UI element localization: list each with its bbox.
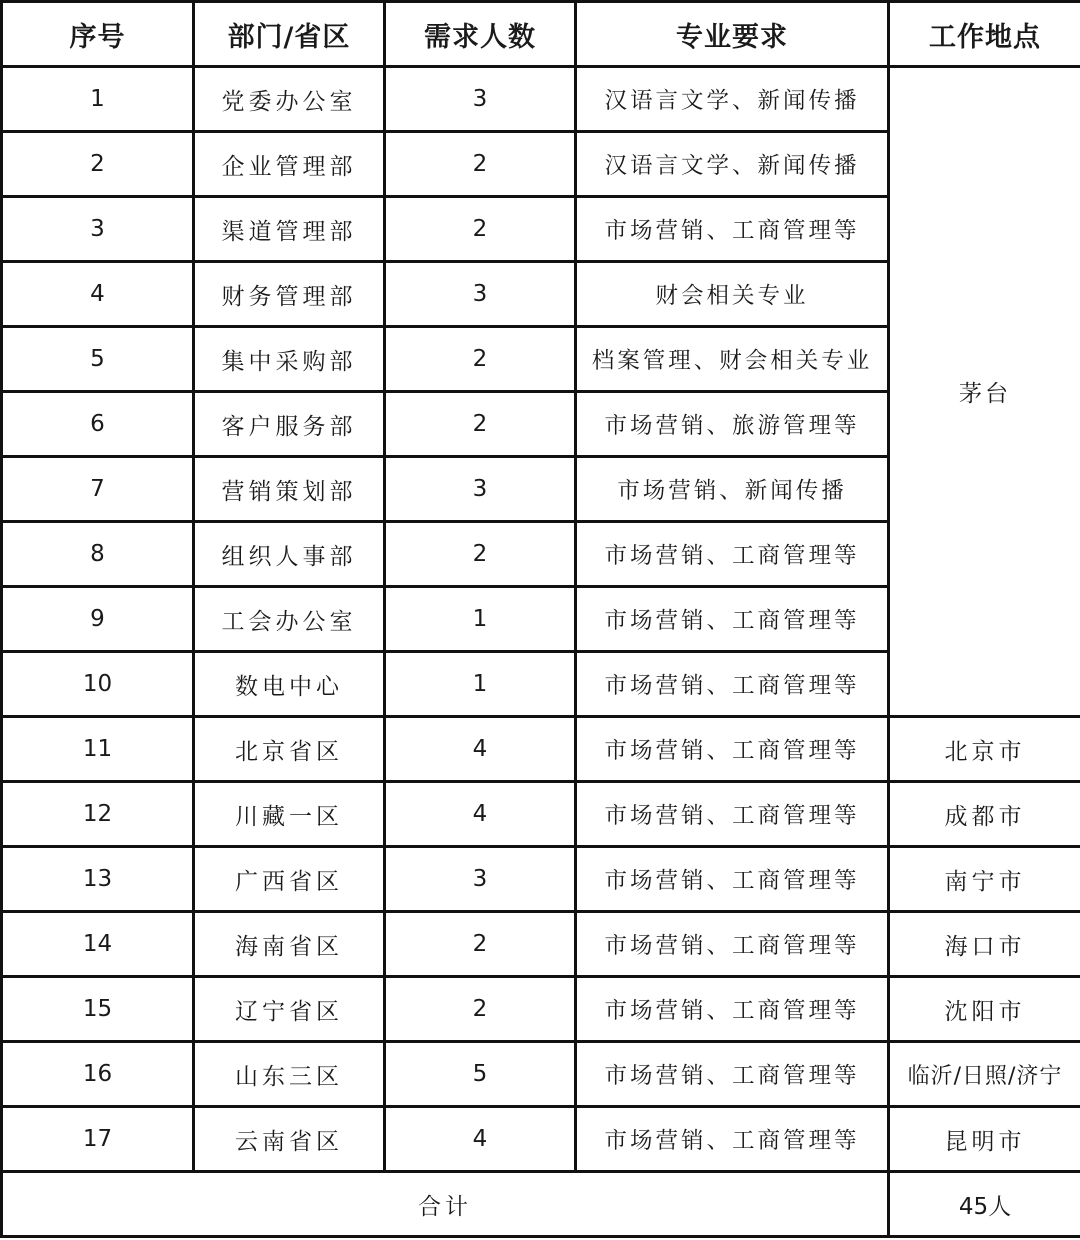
row-dept: 广西省区 <box>194 847 385 912</box>
row-count: 3 <box>385 457 576 522</box>
table-row <box>2 717 1080 782</box>
row-dept: 渠道管理部 <box>194 197 385 262</box>
row-no: 10 <box>2 652 194 717</box>
row-no: 2 <box>2 132 194 197</box>
row-location: 昆明市 <box>889 1107 1080 1172</box>
row-dept: 组织人事部 <box>194 522 385 587</box>
row-major: 市场营销、工商管理等 <box>576 652 889 717</box>
row-dept: 北京省区 <box>194 717 385 782</box>
row-dept: 工会办公室 <box>194 587 385 652</box>
row-location: 沈阳市 <box>889 977 1080 1042</box>
row-count: 2 <box>385 197 576 262</box>
row-no: 3 <box>2 197 194 262</box>
table-row <box>2 782 1080 847</box>
table-row <box>2 67 1080 132</box>
table-row <box>2 977 1080 1042</box>
header-dept: 部门/省区 <box>194 2 385 67</box>
row-location: 北京市 <box>889 717 1080 782</box>
row-dept: 党委办公室 <box>194 67 385 132</box>
row-no: 12 <box>2 782 194 847</box>
row-dept: 集中采购部 <box>194 327 385 392</box>
table-row <box>2 1107 1080 1172</box>
row-major: 市场营销、工商管理等 <box>576 522 889 587</box>
row-major: 市场营销、工商管理等 <box>576 1107 889 1172</box>
row-count: 4 <box>385 717 576 782</box>
row-dept: 川藏一区 <box>194 782 385 847</box>
row-dept: 企业管理部 <box>194 132 385 197</box>
row-major: 市场营销、工商管理等 <box>576 912 889 977</box>
row-no: 15 <box>2 977 194 1042</box>
row-location: 成都市 <box>889 782 1080 847</box>
table-row <box>2 912 1080 977</box>
row-no: 16 <box>2 1042 194 1107</box>
row-no: 13 <box>2 847 194 912</box>
row-no: 9 <box>2 587 194 652</box>
row-no: 14 <box>2 912 194 977</box>
header-location: 工作地点 <box>889 2 1080 67</box>
header-count: 需求人数 <box>385 2 576 67</box>
row-count: 4 <box>385 782 576 847</box>
row-dept: 营销策划部 <box>194 457 385 522</box>
header-no: 序号 <box>2 2 194 67</box>
row-major: 汉语言文学、新闻传播 <box>576 132 889 197</box>
row-no: 8 <box>2 522 194 587</box>
table-row <box>2 1042 1080 1107</box>
row-no: 6 <box>2 392 194 457</box>
header-major: 专业要求 <box>576 2 889 67</box>
row-location: 临沂/日照/济宁 <box>889 1042 1080 1107</box>
row-no: 4 <box>2 262 194 327</box>
row-count: 2 <box>385 912 576 977</box>
row-count: 2 <box>385 392 576 457</box>
row-dept: 云南省区 <box>194 1107 385 1172</box>
row-major: 市场营销、工商管理等 <box>576 587 889 652</box>
row-dept: 山东三区 <box>194 1042 385 1107</box>
row-no: 7 <box>2 457 194 522</box>
row-count: 2 <box>385 522 576 587</box>
total-value: 45人 <box>889 1172 1080 1237</box>
row-major: 市场营销、新闻传播 <box>576 457 889 522</box>
row-count: 1 <box>385 652 576 717</box>
merged-location-cell: 茅台 <box>889 67 1080 717</box>
row-major: 市场营销、工商管理等 <box>576 1042 889 1107</box>
row-count: 2 <box>385 327 576 392</box>
table-row <box>2 847 1080 912</box>
row-no: 11 <box>2 717 194 782</box>
row-dept: 数电中心 <box>194 652 385 717</box>
row-major: 市场营销、工商管理等 <box>576 977 889 1042</box>
row-count: 2 <box>385 977 576 1042</box>
total-label: 合计 <box>2 1172 889 1237</box>
row-no: 17 <box>2 1107 194 1172</box>
row-count: 3 <box>385 67 576 132</box>
row-dept: 海南省区 <box>194 912 385 977</box>
row-major: 市场营销、工商管理等 <box>576 717 889 782</box>
row-count: 3 <box>385 262 576 327</box>
header-row <box>2 2 1080 67</box>
row-count: 1 <box>385 587 576 652</box>
row-no: 5 <box>2 327 194 392</box>
row-dept: 财务管理部 <box>194 262 385 327</box>
row-major: 市场营销、工商管理等 <box>576 197 889 262</box>
row-count: 5 <box>385 1042 576 1107</box>
row-major: 市场营销、工商管理等 <box>576 847 889 912</box>
row-location: 海口市 <box>889 912 1080 977</box>
row-count: 4 <box>385 1107 576 1172</box>
total-row <box>2 1172 1080 1237</box>
row-dept: 辽宁省区 <box>194 977 385 1042</box>
row-location: 南宁市 <box>889 847 1080 912</box>
row-count: 3 <box>385 847 576 912</box>
row-major: 市场营销、工商管理等 <box>576 782 889 847</box>
row-major: 档案管理、财会相关专业 <box>576 327 889 392</box>
row-major: 市场营销、旅游管理等 <box>576 392 889 457</box>
row-major: 汉语言文学、新闻传播 <box>576 67 889 132</box>
row-major: 财会相关专业 <box>576 262 889 327</box>
row-no: 1 <box>2 67 194 132</box>
row-dept: 客户服务部 <box>194 392 385 457</box>
row-count: 2 <box>385 132 576 197</box>
